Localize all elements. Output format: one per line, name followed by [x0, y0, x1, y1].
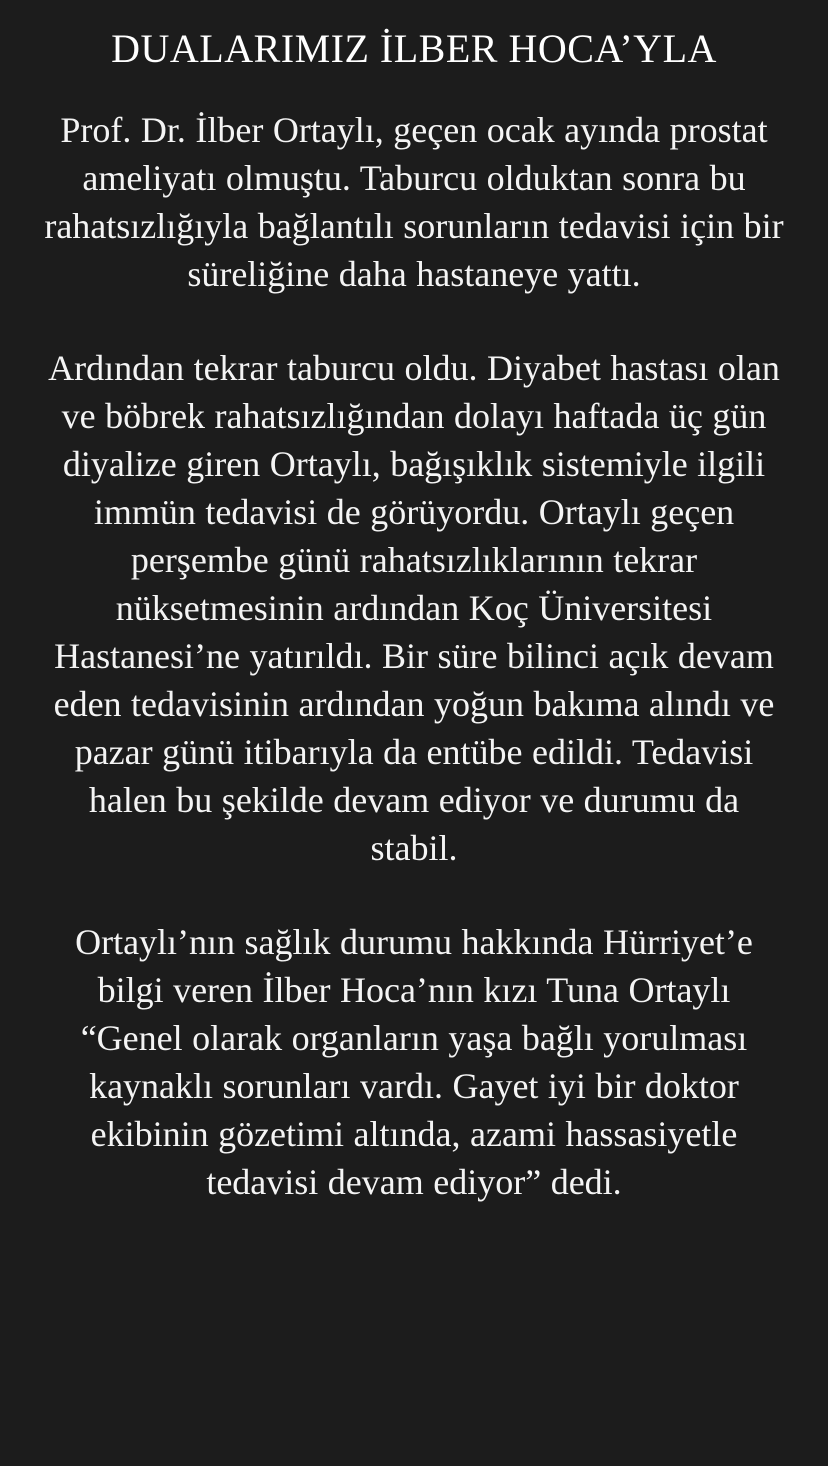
- paragraph: Ortaylı’nın sağlık durumu hakkında Hürriyet’e bilgi veren İlber Hoca’nın kızı Tuna Ortaylı “Genel olarak organların yaşa bağlı yorulması kaynaklı sorunları vardı. Gayet iyi bir doktor ekibinin gözetimi altında, azami hassasiyetle tedavisi devam ediyor” dedi.: [75, 922, 753, 1202]
- page-title: DUALARIMIZ İLBER HOCA’YLA: [111, 26, 717, 71]
- story-body: [44, 106, 784, 1206]
- paragraph: Prof. Dr. İlber Ortaylı, geçen ocak ayında prostat ameliyatı olmuştu. Taburcu olduktan sonra bu rahatsızlığıyla bağlantılı sorunların tedavisi için bir süreliğine daha hastaneye yattı.: [44, 110, 784, 294]
- paragraph: Ardından tekrar taburcu oldu. Diyabet hastası olan ve böbrek rahatsızlığından dolayı haftada üç gün diyalize giren Ortaylı, bağışıklık sistemiyle ilgili immün tedavisi de görüyordu. Ortaylı geçen perşembe günü rahatsızlıklarının tekrar nüksetmesinin ardından Koç Üniversitesi Hastanesi’ne yatırıldı. Bir süre bilinci açık devam eden tedavisinin ardından yoğun bakıma alındı ve pazar günü itibarıyla da entübe edildi. Tedavisi halen bu şekilde devam ediyor ve durumu da stabil.: [48, 348, 780, 868]
